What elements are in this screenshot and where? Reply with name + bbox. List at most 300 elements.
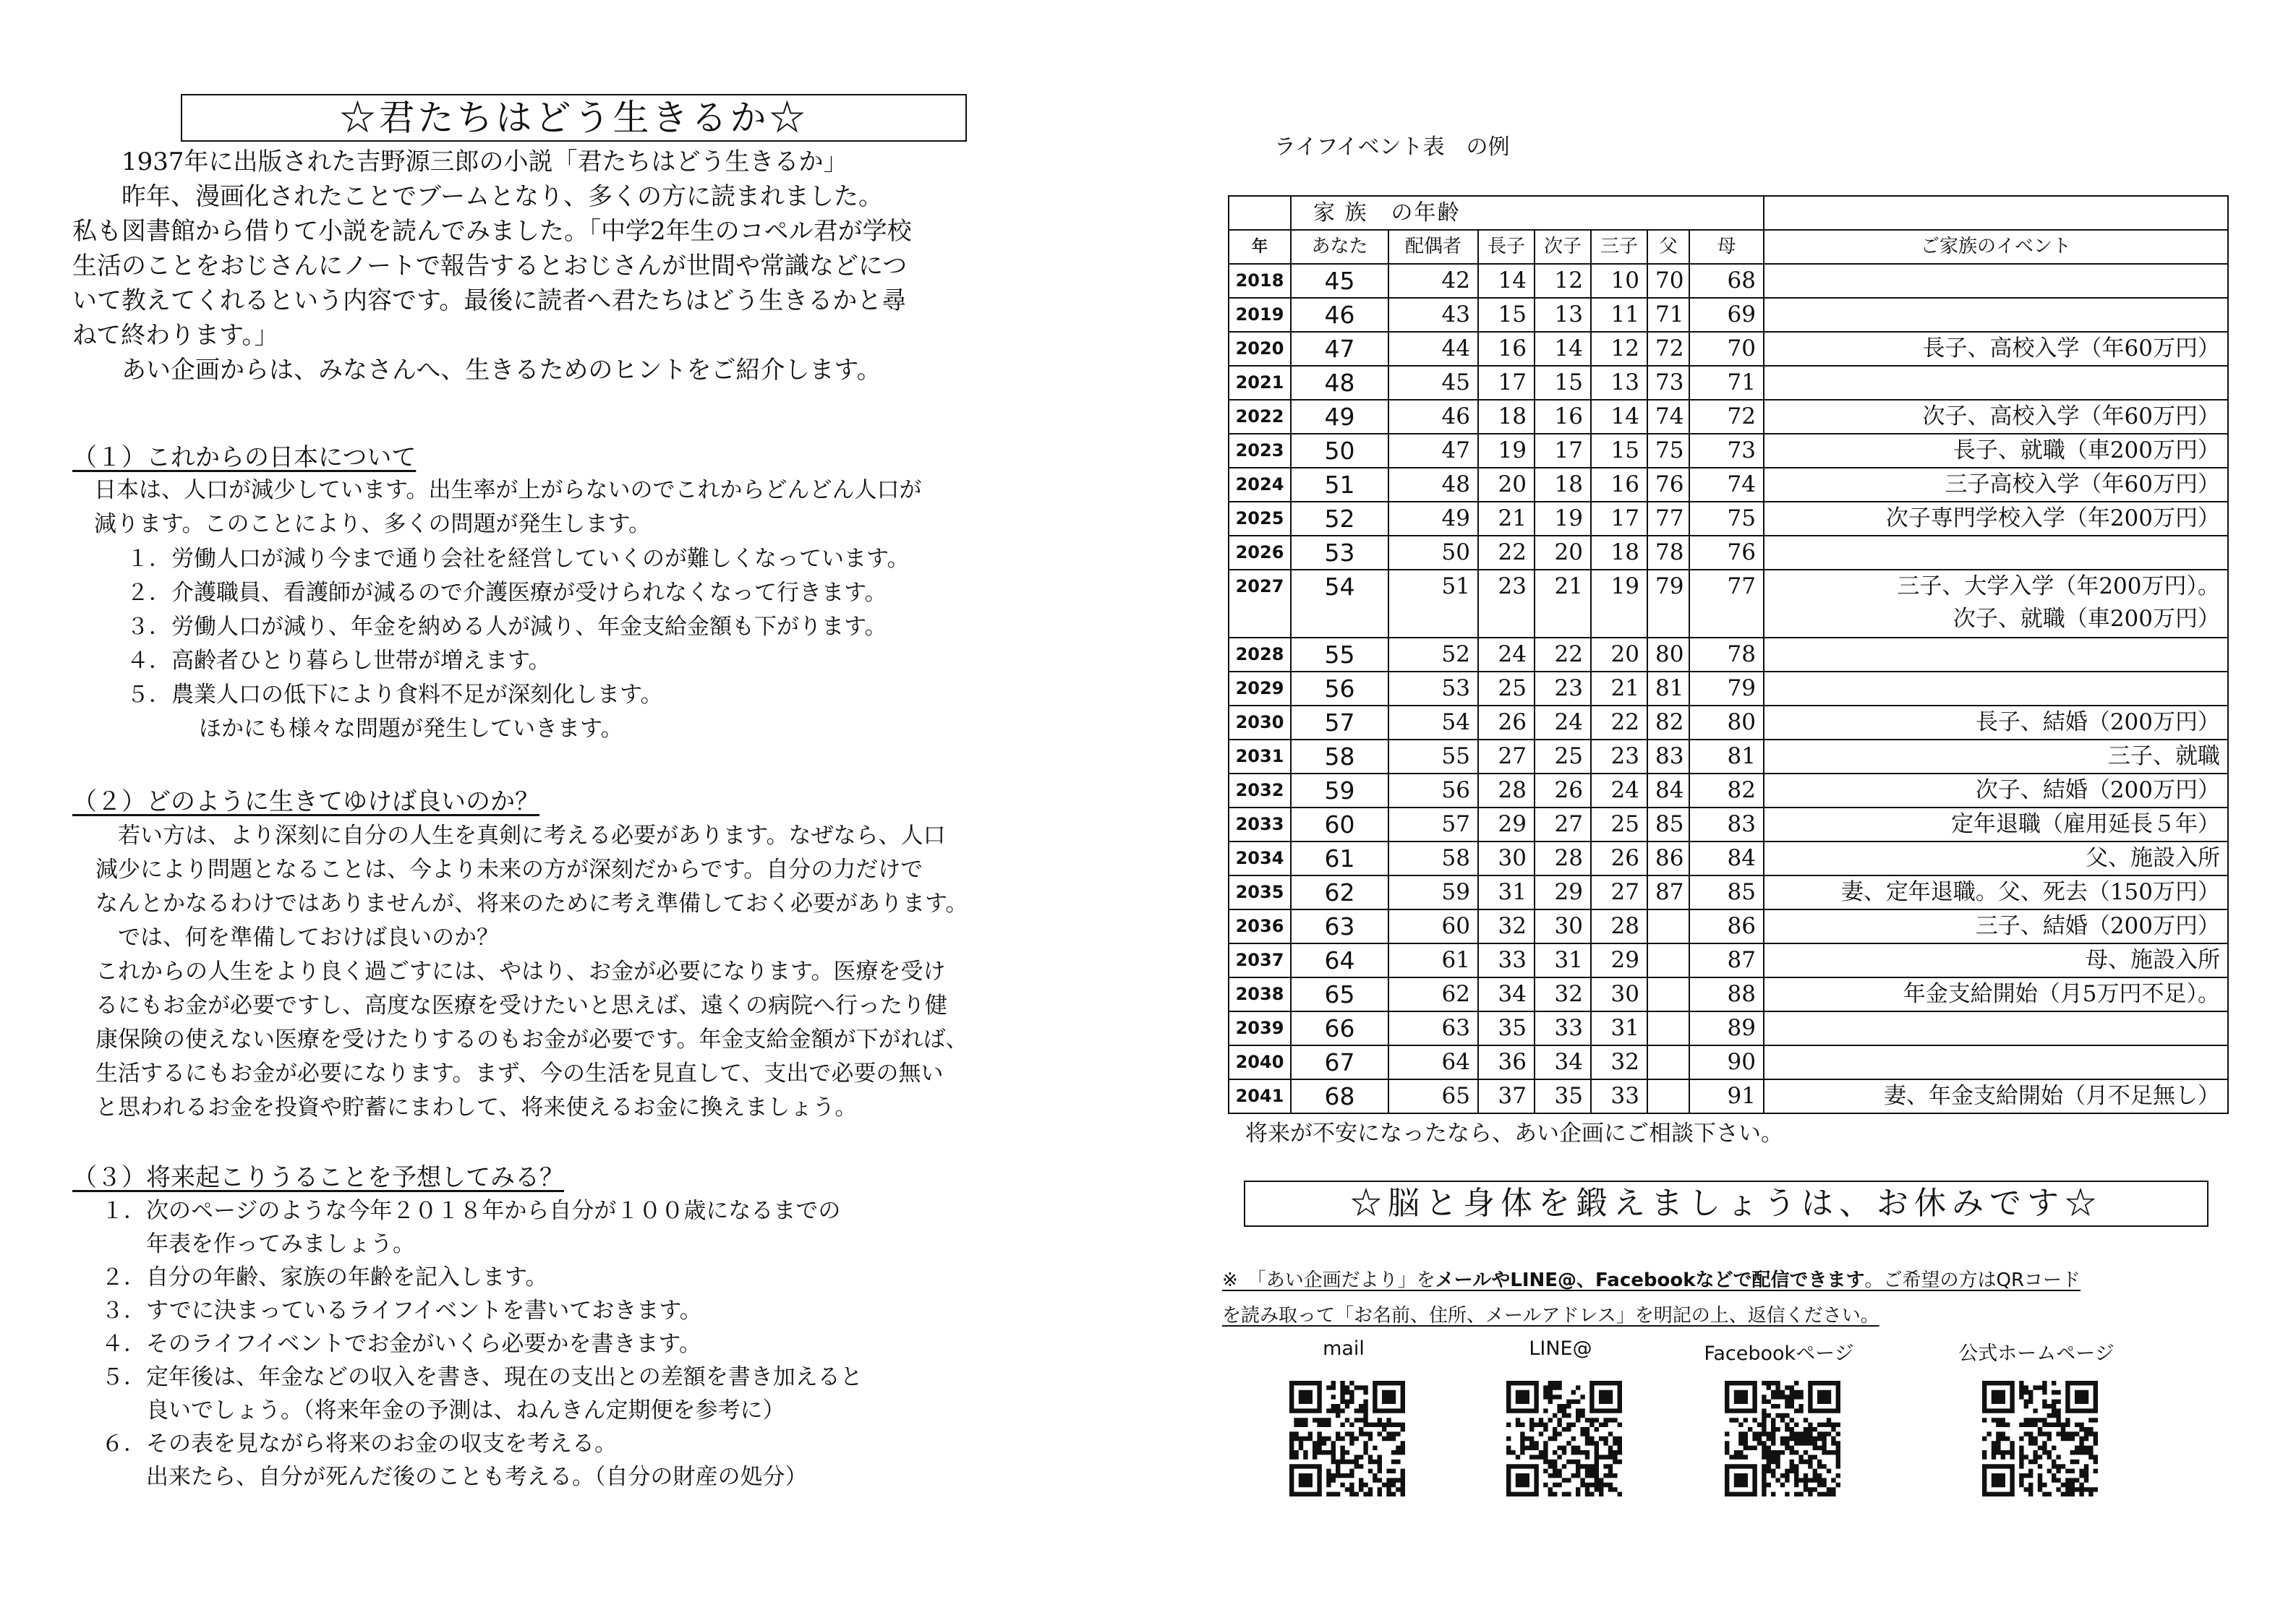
- age-cell-mother: 87: [1689, 943, 1764, 977]
- age-cell-spouse: 64: [1388, 1045, 1478, 1079]
- qr-label: 公式ホームページ: [1958, 1342, 2114, 1365]
- year-cell: 2023: [1229, 434, 1291, 468]
- year-cell: 2027: [1229, 570, 1291, 638]
- age-cell-c3: 16: [1591, 468, 1647, 502]
- year-cell: 2018: [1229, 264, 1291, 298]
- age-cell-mother: 74: [1689, 468, 1764, 502]
- year-cell: 2028: [1229, 638, 1291, 672]
- age-cell-spouse: 43: [1388, 298, 1478, 332]
- table-row: [1229, 1011, 2228, 1045]
- section2-line: と思われるお金を投資や貯蓄にまわして、将来使えるお金に換えましょう。: [95, 1095, 858, 1121]
- table-row: [1229, 502, 2228, 536]
- age-cell-c3: 12: [1591, 332, 1647, 366]
- age-cell-you: 67: [1291, 1045, 1388, 1079]
- age-cell-c2: 35: [1535, 1079, 1591, 1113]
- event-cell: [1764, 774, 2228, 808]
- event-cell: [1764, 1011, 2228, 1045]
- age-cell-mother: 79: [1689, 672, 1764, 706]
- family-ages-label: 家 族 の年齢: [1291, 196, 1764, 230]
- age-cell-c1: 16: [1478, 332, 1535, 366]
- table-row: [1229, 706, 2228, 740]
- age-cell-father: 79: [1647, 570, 1689, 638]
- table-header-cell: 長子: [1478, 230, 1535, 264]
- age-cell-spouse: 65: [1388, 1079, 1478, 1113]
- age-cell-you: 55: [1291, 638, 1388, 672]
- table-header-cell: 次子: [1535, 230, 1591, 264]
- age-cell-c1: 34: [1478, 977, 1535, 1011]
- age-cell-mother: 88: [1689, 977, 1764, 1011]
- qr-code-icon[interactable]: [1982, 1381, 2098, 1496]
- age-cell-mother: 91: [1689, 1079, 1764, 1113]
- age-cell-you: 60: [1291, 808, 1388, 842]
- age-cell-father: 81: [1647, 672, 1689, 706]
- age-cell-you: 57: [1291, 706, 1388, 740]
- table-row: [1229, 909, 2228, 943]
- age-cell-mother: 70: [1689, 332, 1764, 366]
- age-cell-you: 56: [1291, 672, 1388, 706]
- section1-item: ２．介護職員、看護師が減るので介護医療が受けられなくなって行きます。: [127, 580, 887, 606]
- age-cell-you: 63: [1291, 909, 1388, 943]
- age-cell-you: 61: [1291, 842, 1388, 875]
- age-cell-c2: 30: [1535, 909, 1591, 943]
- age-cell-c1: 20: [1478, 468, 1535, 502]
- age-cell-c2: 12: [1535, 264, 1591, 298]
- event-cell: [1764, 332, 2228, 366]
- event-text: 妻、定年退職。父、死去（150万円）: [1840, 879, 2220, 905]
- section3-item-line: ６．その表を見ながら将来のお金の収支を考える。: [101, 1431, 617, 1457]
- age-cell-you: 59: [1291, 774, 1388, 808]
- section1-item: １．労働人口が減り今まで通り会社を経営していくのが難しくなっています。: [127, 546, 910, 572]
- event-text: 三子、就職: [2108, 743, 2220, 769]
- age-cell-you: 51: [1291, 468, 1388, 502]
- age-cell-mother: 68: [1689, 264, 1764, 298]
- intro-line: いて教えてくれるという内容です。最後に読者へ君たちはどう生きるかと尋: [72, 286, 907, 315]
- section2-line: これからの人生をより良く過ごすには、やはり、お金が必要になります。医療を受け: [95, 959, 946, 985]
- year-cell: 2031: [1229, 740, 1291, 774]
- table-row: [1229, 774, 2228, 808]
- section2-heading: （２）どのように生きてゆけば良いのか？: [72, 787, 539, 816]
- age-cell-father: [1647, 1045, 1689, 1079]
- year-cell: 2024: [1229, 468, 1291, 502]
- age-cell-mother: 89: [1689, 1011, 1764, 1045]
- section2-line: るにもお金が必要ですし、高度な医療を受けたいと思えば、遠くの病院へ行ったり健: [95, 993, 947, 1019]
- table-row: [1229, 434, 2228, 468]
- age-cell-c1: 32: [1478, 909, 1535, 943]
- age-cell-c1: 33: [1478, 943, 1535, 977]
- age-cell-mother: 77: [1689, 570, 1764, 638]
- distribution-notice-line2: を読み取って「お名前、住所、メールアドレス」を明記の上、返信ください。: [1222, 1305, 1879, 1327]
- section3-item-line: 良いでしょう。（将来年金の予測は、ねんきん定期便を参考に）: [101, 1397, 785, 1423]
- section3-heading: （３）将来起こりうることを予想してみる？: [72, 1163, 564, 1192]
- age-cell-spouse: 59: [1388, 875, 1478, 909]
- age-cell-c3: 13: [1591, 366, 1647, 400]
- age-cell-c1: 15: [1478, 298, 1535, 332]
- age-cell-you: 48: [1291, 366, 1388, 400]
- age-cell-you: 46: [1291, 298, 1388, 332]
- age-cell-c1: 17: [1478, 366, 1535, 400]
- age-cell-c1: 14: [1478, 264, 1535, 298]
- event-cell: [1764, 400, 2228, 434]
- section2-line: なんとかなるわけではありませんが、将来のために考え準備しておく必要があります。: [95, 891, 968, 917]
- age-cell-spouse: 54: [1388, 706, 1478, 740]
- event-text: 三子高校入学（年60万円）: [1945, 471, 2220, 497]
- table-row: [1229, 468, 2228, 502]
- event-text: 父、施設入所: [2086, 845, 2220, 871]
- age-cell-father: [1647, 1079, 1689, 1113]
- table-header-cell: ご家族のイベント: [1764, 230, 2228, 264]
- year-cell: 2030: [1229, 706, 1291, 740]
- event-cell: [1764, 366, 2228, 400]
- event-cell: [1764, 875, 2228, 909]
- age-cell-c1: 26: [1478, 706, 1535, 740]
- age-cell-c2: 14: [1535, 332, 1591, 366]
- age-cell-c3: 28: [1591, 909, 1647, 943]
- table-header-cell: 年: [1229, 230, 1291, 264]
- qr-code-icon[interactable]: [1725, 1381, 1840, 1496]
- age-cell-c2: 22: [1535, 638, 1591, 672]
- qr-code-icon[interactable]: [1289, 1381, 1405, 1496]
- section1-heading: （１）これからの日本について: [72, 443, 417, 472]
- table-row: [1229, 570, 2228, 638]
- intro-line: 1937年に出版された吉野源三郎の小説「君たちはどう生きるか」: [72, 147, 848, 176]
- age-cell-father: [1647, 1011, 1689, 1045]
- table-row: [1229, 298, 2228, 332]
- age-cell-c2: 33: [1535, 1011, 1591, 1045]
- age-cell-spouse: 61: [1388, 943, 1478, 977]
- age-cell-c2: 31: [1535, 943, 1591, 977]
- event-cell: [1764, 909, 2228, 943]
- section1-line: 日本は、人口が減少しています。出生率が上がらないのでこれからどんどん人口が: [94, 477, 922, 503]
- table-row: [1229, 740, 2228, 774]
- event-text: 三子、大学入学（年200万円）。: [1897, 573, 2220, 599]
- year-cell: 2035: [1229, 875, 1291, 909]
- age-cell-mother: 69: [1689, 298, 1764, 332]
- age-cell-c3: 18: [1591, 536, 1647, 570]
- age-cell-c2: 32: [1535, 977, 1591, 1011]
- table-header-cell: 父: [1647, 230, 1689, 264]
- year-cell: 2022: [1229, 400, 1291, 434]
- age-cell-c1: 23: [1478, 570, 1535, 638]
- year-cell: 2021: [1229, 366, 1291, 400]
- section1-line: 減ります。このことにより、多くの問題が発生します。: [94, 511, 652, 537]
- event-text: 年金支給開始（月5万円不足）。: [1903, 981, 2220, 1007]
- age-cell-spouse: 60: [1388, 909, 1478, 943]
- age-cell-spouse: 42: [1388, 264, 1478, 298]
- age-cell-c1: 29: [1478, 808, 1535, 842]
- event-cell: [1764, 808, 2228, 842]
- section2-line: 康保険の使えない医療を受けたりするのもお金が必要です。年金支給金額が下がれば、: [95, 1027, 968, 1053]
- age-cell-c3: 14: [1591, 400, 1647, 434]
- event-text: 母、施設入所: [2086, 947, 2220, 973]
- year-cell: 2032: [1229, 774, 1291, 808]
- age-cell-c2: 13: [1535, 298, 1591, 332]
- age-cell-you: 54: [1291, 570, 1388, 638]
- year-cell: 2036: [1229, 909, 1291, 943]
- age-cell-father: 84: [1647, 774, 1689, 808]
- age-cell-father: 75: [1647, 434, 1689, 468]
- event-text: 妻、年金支給開始（月不足無し）: [1884, 1083, 2220, 1109]
- age-cell-you: 68: [1291, 1079, 1388, 1113]
- event-cell: [1764, 536, 2228, 570]
- age-cell-c3: 24: [1591, 774, 1647, 808]
- intro-line: 昨年、漫画化されたことでブームとなり、多くの方に読まれました。: [72, 182, 883, 211]
- age-cell-c3: 21: [1591, 672, 1647, 706]
- age-cell-father: 76: [1647, 468, 1689, 502]
- distribution-notice-line1: [1222, 1264, 2081, 1297]
- intro-line: 私も図書館から借りて小説を読んでみました。「中学2年生のコペル君が学校: [72, 217, 912, 246]
- age-cell-mother: 81: [1689, 740, 1764, 774]
- age-cell-c2: 20: [1535, 536, 1591, 570]
- table-column-header-row: [1229, 230, 2228, 264]
- table-row: [1229, 536, 2228, 570]
- event-cell: [1764, 570, 2228, 638]
- age-cell-mother: 71: [1689, 366, 1764, 400]
- event-cell: [1764, 706, 2228, 740]
- age-cell-father: 78: [1647, 536, 1689, 570]
- age-cell-father: [1647, 943, 1689, 977]
- section3-item-line: 出来たら、自分が死んだ後のことも考える。（自分の財産の処分）: [101, 1464, 808, 1490]
- age-cell-c1: 27: [1478, 740, 1535, 774]
- age-cell-c2: 19: [1535, 502, 1591, 536]
- event-cell: [1764, 1045, 2228, 1079]
- age-cell-father: 73: [1647, 366, 1689, 400]
- age-cell-mother: 73: [1689, 434, 1764, 468]
- event-text: 長子、就職（車200万円）: [1953, 437, 2220, 463]
- section3-item-line: ４．そのライフイベントでお金がいくら必要かを書きます。: [101, 1331, 701, 1357]
- age-cell-father: 71: [1647, 298, 1689, 332]
- event-cell: [1764, 298, 2228, 332]
- age-cell-mother: 83: [1689, 808, 1764, 842]
- table-row: [1229, 264, 2228, 298]
- age-cell-spouse: 63: [1388, 1011, 1478, 1045]
- event-cell: [1764, 434, 2228, 468]
- age-cell-c2: 27: [1535, 808, 1591, 842]
- section2-line: 若い方は、より深刻に自分の人生を真剣に考える必要があります。なぜなら、人口: [95, 823, 946, 849]
- age-cell-father: 83: [1647, 740, 1689, 774]
- age-cell-you: 58: [1291, 740, 1388, 774]
- age-cell-c3: 17: [1591, 502, 1647, 536]
- year-cell: 2040: [1229, 1045, 1291, 1079]
- qr-code-icon[interactable]: [1506, 1381, 1622, 1496]
- section2-line: 生活するにもお金が必要になります。まず、今の生活を見直して、支出で必要の無い: [95, 1061, 944, 1087]
- section3-item-line: １．次のページのような今年２０１８年から自分が１００歳になるまでの: [101, 1198, 841, 1224]
- age-cell-c2: 16: [1535, 400, 1591, 434]
- age-cell-mother: 76: [1689, 536, 1764, 570]
- age-cell-c1: 22: [1478, 536, 1535, 570]
- age-cell-mother: 82: [1689, 774, 1764, 808]
- age-cell-c3: 25: [1591, 808, 1647, 842]
- section1-footer: ほかにも様々な問題が発生していきます。: [199, 716, 623, 742]
- age-cell-spouse: 45: [1388, 366, 1478, 400]
- age-cell-you: 64: [1291, 943, 1388, 977]
- age-cell-mother: 78: [1689, 638, 1764, 672]
- table-row: [1229, 638, 2228, 672]
- age-cell-mother: 84: [1689, 842, 1764, 875]
- event-cell: [1764, 943, 2228, 977]
- section1-item: ３．労働人口が減り、年金を納める人が減り、年金支給金額も下がります。: [127, 614, 887, 640]
- age-cell-mother: 75: [1689, 502, 1764, 536]
- age-cell-you: 52: [1291, 502, 1388, 536]
- table-row: [1229, 1045, 2228, 1079]
- age-cell-spouse: 44: [1388, 332, 1478, 366]
- age-cell-you: 66: [1291, 1011, 1388, 1045]
- age-cell-c3: 23: [1591, 740, 1647, 774]
- age-cell-c3: 26: [1591, 842, 1647, 875]
- age-cell-spouse: 52: [1388, 638, 1478, 672]
- table-caption: ライフイベント表 の例: [1274, 134, 1510, 160]
- age-cell-c3: 27: [1591, 875, 1647, 909]
- qr-label: mail: [1323, 1337, 1365, 1360]
- age-cell-c2: 25: [1535, 740, 1591, 774]
- table-row: [1229, 1079, 2228, 1113]
- table-row: [1229, 366, 2228, 400]
- age-cell-mother: 72: [1689, 400, 1764, 434]
- year-cell: 2039: [1229, 1011, 1291, 1045]
- age-cell-father: [1647, 909, 1689, 943]
- year-cell: 2025: [1229, 502, 1291, 536]
- age-cell-c1: 36: [1478, 1045, 1535, 1079]
- age-cell-mother: 80: [1689, 706, 1764, 740]
- year-cell: 2026: [1229, 536, 1291, 570]
- age-cell-c3: 19: [1591, 570, 1647, 638]
- notice-bold: メールやLINE@、Facebookなどで配信できます: [1435, 1269, 1865, 1291]
- section1-item: ４．高齢者ひとり暮らし世帯が増えます。: [127, 648, 551, 674]
- age-cell-c2: 24: [1535, 706, 1591, 740]
- event-text: 次子専門学校入学（年200万円）: [1885, 505, 2220, 531]
- age-cell-you: 45: [1291, 264, 1388, 298]
- age-cell-c3: 11: [1591, 298, 1647, 332]
- event-cell: [1764, 502, 2228, 536]
- age-cell-you: 49: [1291, 400, 1388, 434]
- age-cell-spouse: 56: [1388, 774, 1478, 808]
- age-cell-father: 80: [1647, 638, 1689, 672]
- section3-item-line: ５．定年後は、年金などの収入を書き、現在の支出との差額を書き加えると: [101, 1364, 863, 1390]
- year-cell: 2037: [1229, 943, 1291, 977]
- age-cell-c3: 10: [1591, 264, 1647, 298]
- section2-line: では、何を準備しておけば良いのか？: [95, 925, 499, 951]
- event-text: 次子、高校入学（年60万円）: [1922, 403, 2220, 429]
- age-cell-c2: 34: [1535, 1045, 1591, 1079]
- age-cell-spouse: 47: [1388, 434, 1478, 468]
- event-cell: [1764, 264, 2228, 298]
- age-cell-spouse: 50: [1388, 536, 1478, 570]
- table-family-header-row: [1229, 196, 2228, 230]
- event-text: 定年退職（雇用延長５年）: [1951, 811, 2220, 837]
- age-cell-you: 62: [1291, 875, 1388, 909]
- page-title: ☆君たちはどう生きるか☆: [181, 94, 967, 142]
- age-cell-c3: 29: [1591, 943, 1647, 977]
- year-cell: 2029: [1229, 672, 1291, 706]
- age-cell-father: [1647, 977, 1689, 1011]
- age-cell-c1: 24: [1478, 638, 1535, 672]
- age-cell-you: 47: [1291, 332, 1388, 366]
- age-cell-father: 85: [1647, 808, 1689, 842]
- header-blank-cell: [1229, 196, 1291, 230]
- table-header-cell: 配偶者: [1388, 230, 1478, 264]
- age-cell-c2: 26: [1535, 774, 1591, 808]
- event-text: 長子、結婚（200万円）: [1975, 709, 2220, 735]
- qr-label: LINE@: [1529, 1337, 1592, 1360]
- section2-line: 減少により問題となることは、今より未来の方が深刻だからです。自分の力だけで: [95, 857, 923, 883]
- age-cell-c1: 37: [1478, 1079, 1535, 1113]
- table-row: [1229, 842, 2228, 875]
- section1-item: ５．農業人口の低下により食料不足が深刻化します。: [127, 682, 663, 708]
- intro-line: 生活のことをおじさんにノートで報告するとおじさんが世間や常識などにつ: [72, 252, 908, 281]
- age-cell-c3: 15: [1591, 434, 1647, 468]
- age-cell-c2: 18: [1535, 468, 1591, 502]
- age-cell-spouse: 62: [1388, 977, 1478, 1011]
- age-cell-mother: 85: [1689, 875, 1764, 909]
- age-cell-c3: 33: [1591, 1079, 1647, 1113]
- header-blank-cell: [1764, 196, 2228, 230]
- age-cell-c2: 28: [1535, 842, 1591, 875]
- event-text: 次子、就職（車200万円）: [1953, 606, 2220, 632]
- table-header-cell: あなた: [1291, 230, 1388, 264]
- age-cell-c1: 21: [1478, 502, 1535, 536]
- age-cell-spouse: 49: [1388, 502, 1478, 536]
- age-cell-c1: 18: [1478, 400, 1535, 434]
- age-cell-c1: 30: [1478, 842, 1535, 875]
- event-cell: [1764, 740, 2228, 774]
- age-cell-father: 74: [1647, 400, 1689, 434]
- age-cell-father: 72: [1647, 332, 1689, 366]
- age-cell-spouse: 55: [1388, 740, 1478, 774]
- age-cell-you: 50: [1291, 434, 1388, 468]
- table-row: [1229, 943, 2228, 977]
- age-cell-c2: 23: [1535, 672, 1591, 706]
- table-row: [1229, 400, 2228, 434]
- age-cell-c1: 28: [1478, 774, 1535, 808]
- age-cell-spouse: 53: [1388, 672, 1478, 706]
- event-text: 三子、結婚（200万円）: [1975, 913, 2220, 939]
- intro-line: あい企画からは、みなさんへ、生きるためのヒントをご紹介します。: [72, 356, 882, 385]
- event-cell: [1764, 672, 2228, 706]
- age-cell-father: 86: [1647, 842, 1689, 875]
- year-cell: 2041: [1229, 1079, 1291, 1113]
- age-cell-c3: 32: [1591, 1045, 1647, 1079]
- age-cell-father: 87: [1647, 875, 1689, 909]
- table-row: [1229, 977, 2228, 1011]
- age-cell-father: 77: [1647, 502, 1689, 536]
- event-cell: [1764, 1079, 2228, 1113]
- notice-prefix: ※ 「あい企画だより」を: [1222, 1269, 1435, 1291]
- closed-notice: ☆脳と身体を鍛えましょうは、お休みです☆: [1244, 1181, 2208, 1227]
- table-row: [1229, 332, 2228, 366]
- age-cell-spouse: 48: [1388, 468, 1478, 502]
- age-cell-c2: 29: [1535, 875, 1591, 909]
- event-text: 次子、結婚（200万円）: [1975, 777, 2220, 803]
- age-cell-mother: 90: [1689, 1045, 1764, 1079]
- intro-line: ねて終わります。」: [72, 321, 279, 350]
- age-cell-spouse: 46: [1388, 400, 1478, 434]
- qr-label: Facebookページ: [1704, 1342, 1854, 1365]
- year-cell: 2019: [1229, 298, 1291, 332]
- year-cell: 2020: [1229, 332, 1291, 366]
- life-event-table: [1228, 195, 2229, 1114]
- year-cell: 2038: [1229, 977, 1291, 1011]
- age-cell-you: 65: [1291, 977, 1388, 1011]
- age-cell-spouse: 57: [1388, 808, 1478, 842]
- event-text: 長子、高校入学（年60万円）: [1922, 335, 2220, 361]
- table-row: [1229, 672, 2228, 706]
- table-row: [1229, 875, 2228, 909]
- age-cell-spouse: 51: [1388, 570, 1478, 638]
- event-cell: [1764, 842, 2228, 875]
- consult-text: 将来が不安になったなら、あい企画にご相談下さい。: [1245, 1121, 1783, 1147]
- age-cell-c3: 20: [1591, 638, 1647, 672]
- age-cell-father: 70: [1647, 264, 1689, 298]
- age-cell-c2: 17: [1535, 434, 1591, 468]
